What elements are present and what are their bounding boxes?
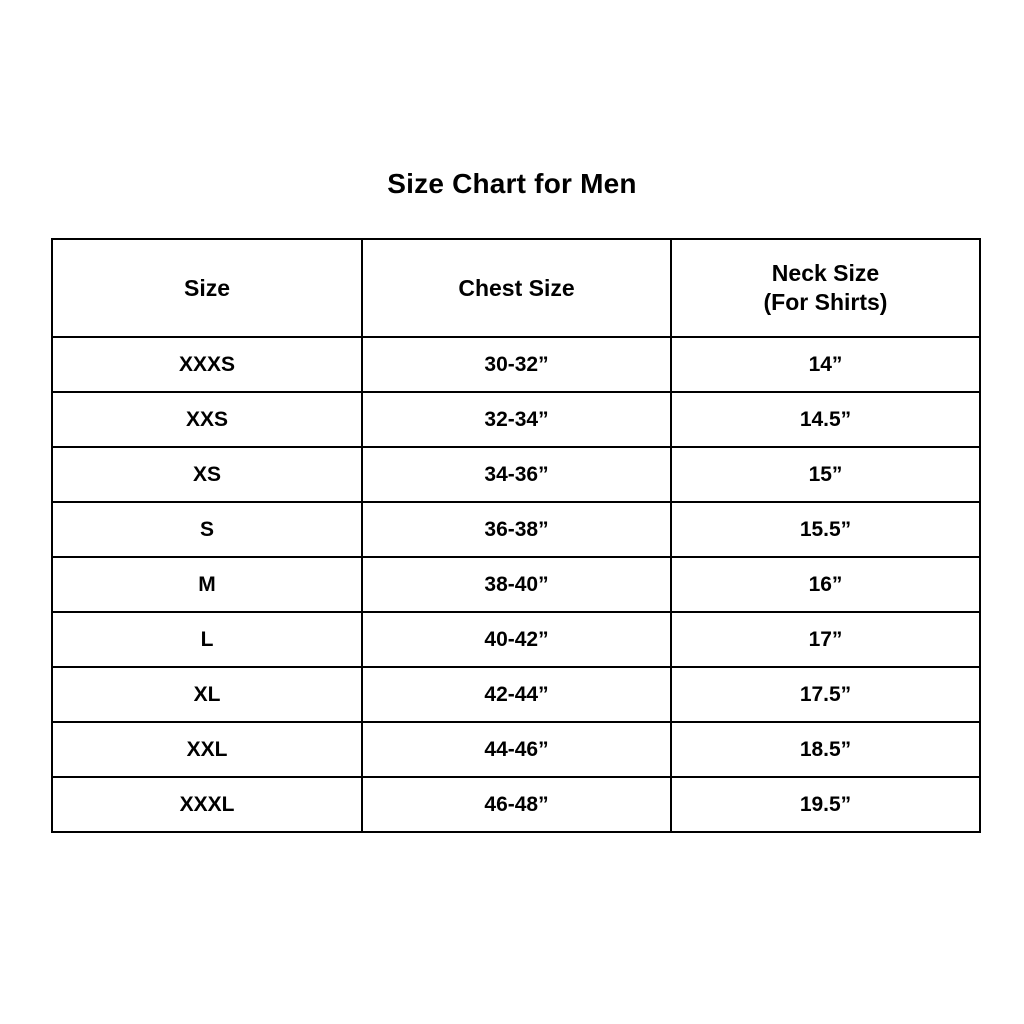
cell-size: XL: [52, 667, 362, 722]
cell-chest: 44-46”: [362, 722, 671, 777]
cell-neck: 17”: [671, 612, 980, 667]
cell-chest: 36-38”: [362, 502, 671, 557]
column-header-chest: [362, 239, 671, 337]
cell-size: L: [52, 612, 362, 667]
column-header-chest-label: Chest Size: [458, 274, 575, 301]
cell-neck: 17.5”: [671, 667, 980, 722]
cell-chest: 32-34”: [362, 392, 671, 447]
table-row: [52, 557, 980, 612]
table-row: [52, 667, 980, 722]
column-header-size-label: Size: [183, 274, 231, 301]
size-chart-table: [51, 238, 981, 833]
column-header-size: [52, 239, 362, 337]
table-header-row: [52, 239, 980, 337]
cell-neck: 16”: [671, 557, 980, 612]
cell-size: M: [52, 557, 362, 612]
table-header: [52, 239, 980, 337]
cell-size: S: [52, 502, 362, 557]
cell-size: XS: [52, 447, 362, 502]
cell-neck: 14”: [671, 337, 980, 392]
cell-size: XXXS: [52, 337, 362, 392]
cell-chest: 38-40”: [362, 557, 671, 612]
table-row: [52, 502, 980, 557]
cell-chest: 46-48”: [362, 777, 671, 832]
cell-chest: 34-36”: [362, 447, 671, 502]
column-header-neck-sublabel: (For Shirts): [763, 289, 888, 315]
cell-chest: 30-32”: [362, 337, 671, 392]
cell-neck: 15”: [671, 447, 980, 502]
cell-size: XXS: [52, 392, 362, 447]
cell-chest: 42-44”: [362, 667, 671, 722]
table-body: [52, 337, 980, 832]
cell-size: XXL: [52, 722, 362, 777]
cell-neck: 19.5”: [671, 777, 980, 832]
cell-neck: 15.5”: [671, 502, 980, 557]
column-header-neck: [671, 239, 980, 337]
table-row: [52, 612, 980, 667]
table-row: [52, 392, 980, 447]
table-row: [52, 777, 980, 832]
table-row: [52, 447, 980, 502]
cell-size: XXXL: [52, 777, 362, 832]
page-title: Size Chart for Men: [387, 168, 637, 199]
cell-chest: 40-42”: [362, 612, 671, 667]
column-header-neck-label: Neck Size: [771, 260, 880, 287]
cell-neck: 14.5”: [671, 392, 980, 447]
cell-neck: 18.5”: [671, 722, 980, 777]
table-row: [52, 722, 980, 777]
table-row: [52, 337, 980, 392]
